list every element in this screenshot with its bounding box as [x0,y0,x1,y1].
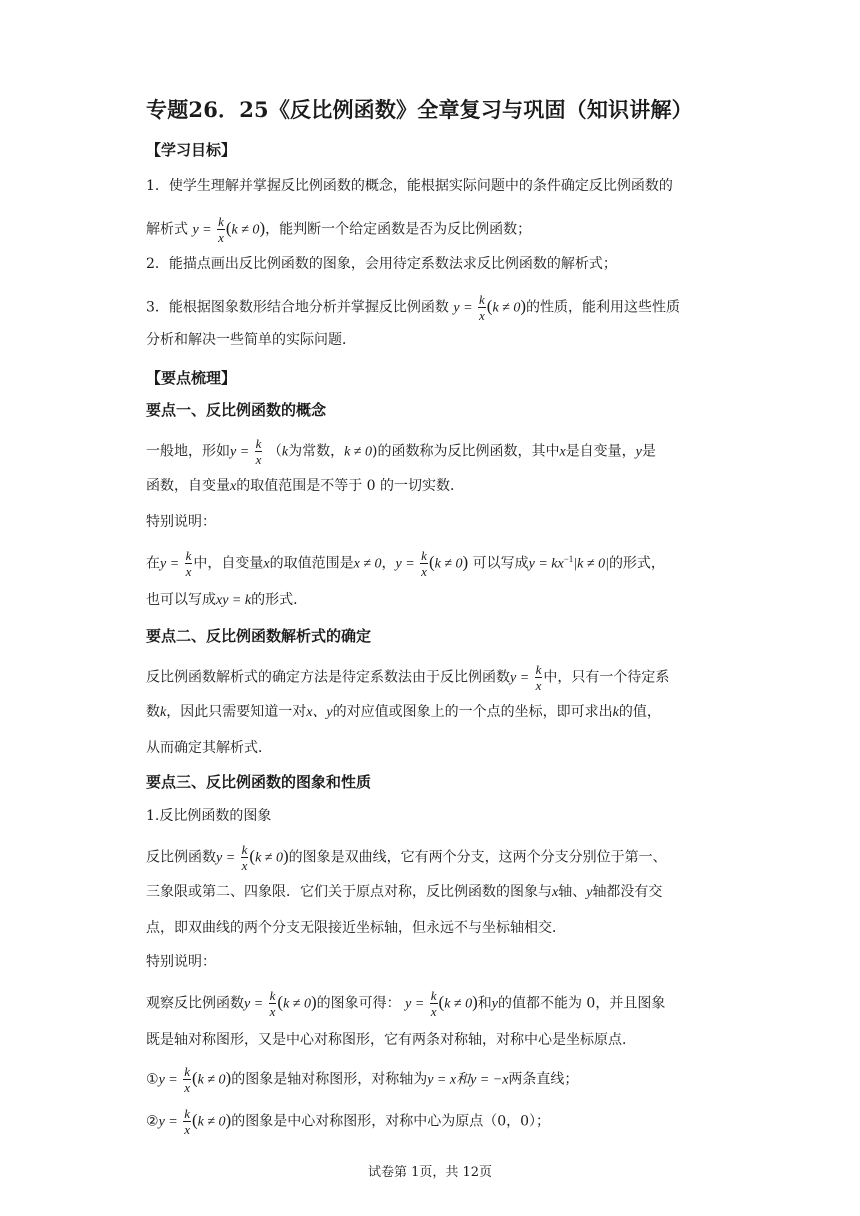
point-1-note: 特别说明： [146,514,216,530]
goal-3-line-1: 3．能根据图象数形结合地分析并掌握反比例函数 y = $\frac{k}{x}$ (k ≠ 0)的性质，能利用这些性质 [146,292,681,323]
point-2-line-3: 从而确定其解析式． [146,740,272,756]
point-2-line-2: 数k，因此只需要知道一对x、y的对应值或图象上的一个点的坐标，即可求出k的值， [146,704,661,720]
fraction-k-over-x: $\frac{k}{x}$ [269,988,276,1019]
point-3-subheading: 1.反比例函数的图象 [146,808,272,824]
point-2-line-1: 反比例函数解析式的确定方法是待定系数法由于反比例函数y = $\frac{k}{x}$ 中，只有一个待定系 [146,662,670,693]
section-heading-goals: 【学习目标】 [146,141,237,159]
point-3-conclusion-1: ①y = $\frac{k}{x}$ (k ≠ 0)的图象是轴对称图形，对称轴为y = x和y = −x两条直线； [146,1064,579,1095]
page-title: 专题26．25《反比例函数》全章复习与巩固（知识讲解） [146,97,693,122]
fraction-k-over-x: $\frac{k}{x}$ [184,1106,190,1137]
point-3-line-5: 观察反比例函数y = $\frac{k}{x}$ (k ≠ 0)的图象可得： y = $\frac{k}{x}$ (k ≠ 0)和y的值都不能为 0，并且图象 [146,988,666,1019]
point-1-line-5: 也可以写成xy = k的形式． [146,592,308,608]
point-3-conclusion-2: ②y = $\frac{k}{x}$ (k ≠ 0)的图象是中心对称图形，对称中心为原点（0，0）； [146,1106,551,1137]
point-1-heading: 要点一、反比例函数的概念 [146,401,327,419]
goal-3-line-2: 分析和解决一些简单的实际问题． [146,332,356,348]
fraction-k-over-x: $\frac{k}{x}$ [241,842,248,873]
fraction-k-over-x: $\frac{k}{x}$ [255,436,262,467]
page-footer: 试卷第 1页，共 12页 [367,1165,493,1180]
section-heading-points: 【要点梳理】 [146,369,237,387]
point-2-heading: 要点二、反比例函数解析式的确定 [146,627,372,645]
point-3-line-6: 既是轴对称图形，又是中心对称图形，它有两条对称轴，对称中心是坐标原点． [146,1032,636,1048]
point-1-line-2: 函数，自变量x的取值范围是不等于 0 的一切实数． [146,478,465,494]
fraction-k-over-x: $\frac{k}{x}$ [218,214,224,245]
point-1-line-4: 在y = $\frac{k}{x}$ 中，自变量x的取值范围是x ≠ 0，y = $\frac{k}{x}$ (k ≠ 0) 可以写成$y = kx^{-1}|k \ne 0|$的形式， [146,548,665,579]
point-3-heading: 要点三、反比例函数的图象和性质 [146,773,372,791]
point-3-line-2: 三象限或第二、四象限．它们关于原点对称，反比例函数的图象与x轴、y轴都没有交 [146,884,663,900]
fraction-k-over-x: $\frac{k}{x}$ [478,292,485,323]
point-1-line-1: 一般地，形如y = $\frac{k}{x}$ （k为常数，k ≠ 0)的函数称为反比例函数，其中x是自变量，y是 [146,436,656,467]
fraction-k-over-x: $\frac{k}{x}$ [185,548,192,579]
goal-1-line-1: 1．使学生理解并掌握反比例函数的概念，能根据实际问题中的条件确定反比例函数的 [146,178,673,194]
goal-2: 2．能描点画出反比例函数的图象，会用待定系数法求反比例函数的解析式； [146,256,617,272]
point-3-line-1: 反比例函数y = $\frac{k}{x}$ (k ≠ 0)的图象是双曲线，它有两个分支，这两个分支分别位于第一、 [146,842,667,873]
formula-y-eq: y = [192,222,212,238]
fraction-k-over-x: $\frac{k}{x}$ [421,548,427,579]
point-3-line-3: 点，即双曲线的两个分支无限接近坐标轴，但永远不与坐标轴相交． [146,920,566,936]
fraction-k-over-x: $\frac{k}{x}$ [430,988,437,1019]
fraction-k-over-x: $\frac{k}{x}$ [184,1064,190,1095]
fraction-k-over-x: $\frac{k}{x}$ [535,662,542,693]
point-3-note: 特别说明： [146,954,216,970]
goal-1-line-2: 解析式 y = $\frac{k}{x}$ (k ≠ 0)，能判断一个给定函数是否为反比例函数； [146,214,532,245]
